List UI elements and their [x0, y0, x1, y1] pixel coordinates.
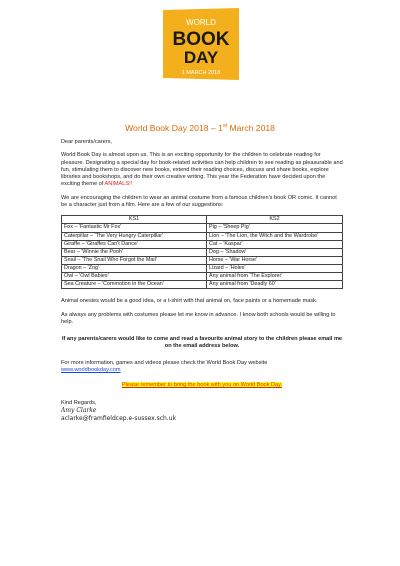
- reminder-notice: [61, 382, 343, 389]
- table-cell-ks2: Any animal from 'Deadly 60': [207, 281, 343, 289]
- world-book-day-logo: [163, 8, 239, 80]
- theme-highlight: ANIMALS!!: [104, 181, 133, 188]
- signature-block: [61, 400, 343, 424]
- table-cell-ks1: Caterpillar – 'The Very Hungry Caterpillar': [62, 232, 207, 240]
- column-header-ks1: KS1: [62, 216, 207, 224]
- table-row: [62, 281, 343, 289]
- table-row: [62, 232, 343, 240]
- table-cell-ks1: Bear – 'Winnie the Pooh': [62, 248, 207, 256]
- book-logo-icon: [163, 8, 239, 80]
- table-row: [62, 240, 343, 248]
- table-cell-ks1: Owl – 'Owl Babies': [62, 273, 207, 281]
- table-row: [62, 248, 343, 256]
- table-cell-ks2: Horse – 'War Horse': [207, 256, 343, 264]
- title-superscript: st: [222, 123, 228, 130]
- logo-word-book: BOOK: [172, 29, 230, 50]
- table-cell-ks2: Cat – 'Kaspar': [207, 240, 343, 248]
- table-cell-ks1: Sea Creature – 'Commotion in the Ocean': [62, 281, 207, 289]
- table-row: [62, 264, 343, 272]
- logo-date: 1 MARCH 2018: [181, 70, 221, 76]
- table-row: [62, 224, 343, 232]
- more-info-paragraph: [61, 360, 343, 375]
- table-cell-ks1: Dragon – 'Zog': [62, 264, 207, 272]
- column-header-ks2: KS2: [207, 216, 343, 224]
- table-header-row: [62, 216, 343, 224]
- table-cell-ks2: Any animal from 'The Explorer': [207, 273, 343, 281]
- read-story-paragraph: If any parents/carers would like to come and read a favourite animal story to the children please email me on the email address below.: [61, 336, 343, 350]
- signoff: Kind Regards,: [61, 399, 97, 406]
- website-link[interactable]: www.worldbookday.com: [61, 367, 121, 373]
- logo-word-day: DAY: [183, 48, 219, 67]
- letter-body: [61, 139, 343, 429]
- table-row: [62, 273, 343, 281]
- title-tail: March 2018: [227, 123, 275, 133]
- table-cell-ks2: Dog – 'Shadow': [207, 248, 343, 256]
- costume-paragraph: We are encouraging the children to wear an animal costume from a famous children's book OR comic. It cannot be a character just from a film. Here are a few of our suggestions:: [61, 194, 337, 209]
- title-main: World Book Day 2018 – 1: [125, 123, 223, 133]
- table-cell-ks2: Pig – 'Sheep Pig': [207, 224, 343, 232]
- intro-text: World Book Day is almost upon us. This is an exciting opportunity for the children to celebrate reading for pleasure. Designating a special day for book-related activities can help children to see reading as pleasurable and fun, stimulating them to discover new books, extend their reading choices, discuss and share books, explore libraries and bookshops, and do their own creative writing. This year the Federation have decided upon the exciting theme of: [61, 152, 343, 188]
- table-cell-ks2: Lizard – 'Holes': [207, 264, 343, 272]
- table-cell-ks1: Snail – 'The Snail Who Forgot the Mail': [62, 256, 207, 264]
- onesies-paragraph: Animal onesies would be a good idea, or a t-shirt with that animal on, face paints or a homemade mask.: [61, 298, 318, 305]
- logo-word-world: WORLD: [186, 18, 216, 27]
- reminder-text: Please remember to bring the book with you on World Book Day.: [121, 382, 283, 389]
- suggestions-table: [61, 215, 343, 289]
- table-row: [62, 256, 343, 264]
- table-cell-ks2: Lion – 'The Lion, the Witch and the Wardrobe': [207, 232, 343, 240]
- table-cell-ks1: Fox – 'Fantastic Mr Fox': [62, 224, 207, 232]
- problems-paragraph: As always any problems with costumes please let me know in advance. I know both schools would be willing to help.: [61, 311, 336, 325]
- signature-email[interactable]: aclarke@framfieldcep.e-sussex.sch.uk: [61, 415, 176, 423]
- signature-name: Amy Clarke: [61, 406, 97, 414]
- page-title: [0, 123, 400, 133]
- table-cell-ks1: Giraffe – 'Giraffes Can't Dance': [62, 240, 207, 248]
- more-info-text: For more information, games and videos please check the World Book Day website: [61, 359, 268, 366]
- greeting: Dear parents/carers,: [61, 139, 112, 145]
- intro-paragraph: [61, 152, 343, 188]
